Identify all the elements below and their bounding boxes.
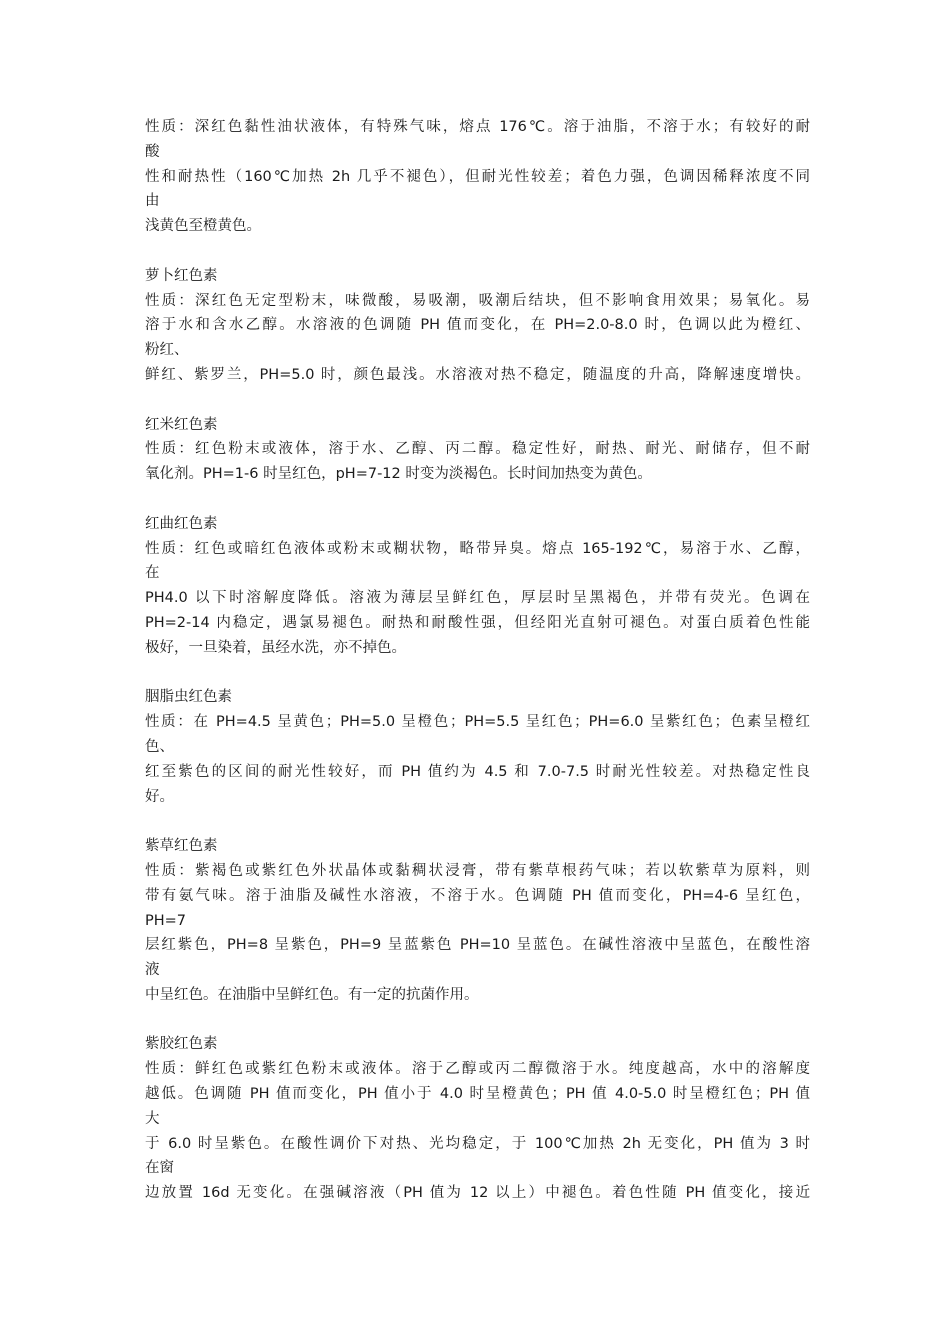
paragraph-line: 性质：红色粉末或液体，溶于水、乙醇、丙二醇。稳定性好，耐热、耐光、耐储存，但不耐 <box>145 441 810 458</box>
section-monascus-red <box>145 512 810 661</box>
paragraph-line: 由 <box>145 193 160 210</box>
section-gap <box>145 239 810 264</box>
document-page <box>145 115 810 1206</box>
section-heading: 红曲红色素 <box>145 515 218 532</box>
paragraph-line: 大 <box>145 1110 160 1127</box>
section-heading: 紫胶红色素 <box>145 1036 218 1053</box>
paragraph-line: 边放置 16d 无变化。在强碱溶液（PH 值为 12 以上）中褪色。着色性随 PH 值变化，接近 <box>145 1185 810 1202</box>
section-cochineal-red <box>145 685 810 809</box>
section-heading: 红米红色素 <box>145 416 218 433</box>
paragraph-line: 性质：在 PH=4.5 呈黄色；PH=5.0 呈橙色；PH=5.5 呈红色；PH=6.0 呈紫红色；色素呈橙红 <box>145 714 810 731</box>
paragraph-line: 中呈红色。在油脂中呈鲜红色。有一定的抗菌作用。 <box>145 986 479 1003</box>
paragraph-line: 粉红、 <box>145 342 189 359</box>
section-gap <box>145 661 810 686</box>
section-heading: 胭脂虫红色素 <box>145 689 232 706</box>
section-gromwell-red <box>145 834 810 1008</box>
section-intro <box>145 115 810 239</box>
paragraph-line: 液 <box>145 962 160 979</box>
paragraph-line: 性质：鲜红色或紫红色粉末或液体。溶于乙醇或丙二醇微溶于水。纯度越高，水中的溶解度 <box>145 1061 810 1078</box>
paragraph-line: 性质：深红色黏性油状液体，有特殊气味，熔点 176℃。溶于油脂，不溶于水；有较好的耐 <box>145 119 810 135</box>
paragraph-line: 氧化剂。PH=1-6 时呈红色，pH=7-12 时变为淡褐色。长时间加热变为黄色。 <box>145 466 652 483</box>
paragraph-line: 溶于水和含水乙醇。水溶液的色调随 PH 值而变化，在 PH=2.0-8.0 时，色调以此为橙红、 <box>145 317 810 334</box>
section-gap <box>145 388 810 413</box>
paragraph-line: 鲜红、紫罗兰，PH=5.0 时，颜色最浅。水溶液对热不稳定，随温度的升高，降解速度增快。 <box>145 366 810 383</box>
paragraph-line: 性和耐热性（160℃加热 2h 几乎不褪色），但耐光性较差；着色力强，色调因稀释浓度不同 <box>145 168 810 185</box>
paragraph-line: 性质：紫褐色或紫红色外状晶体或黏稠状浸膏，带有紫草根药气味；若以软紫草为原料，则 <box>145 862 810 879</box>
paragraph-line: 在 <box>145 565 160 582</box>
section-heading: 紫草红色素 <box>145 838 218 855</box>
paragraph-line: 红至紫色的区间的耐光性较好，而 PH 值约为 4.5 和 7.0-7.5 时耐光性较差。对热稳定性良 <box>145 763 810 780</box>
section-gap <box>145 1008 810 1033</box>
section-radish-red <box>145 264 810 388</box>
paragraph-line: 层红紫色，PH=8 呈紫色，PH=9 呈蓝紫色 PH=10 呈蓝色。在碱性溶液中呈蓝色，在酸性溶 <box>145 937 810 954</box>
paragraph-line: 越低。色调随 PH 值而变化，PH 值小于 4.0 时呈橙黄色；PH 值 4.0-5.0 时呈橙红色；PH 值 <box>145 1086 810 1103</box>
paragraph-line: 色、 <box>145 738 174 755</box>
paragraph-line: 好。 <box>145 788 174 805</box>
paragraph-line: 性质：深红色无定型粉末，味微酸，易吸潮，吸潮后结块，但不影响食用效果；易氧化。易 <box>145 292 810 309</box>
paragraph-line: 性质：红色或暗红色液体或粉末或糊状物，略带异臭。熔点 165-192℃，易溶于水、乙醇， <box>145 540 810 557</box>
section-gap <box>145 487 810 512</box>
paragraph-line: PH4.0 以下时溶解度降低。溶液为薄层呈鲜红色，厚层时呈黑褐色，并带有荧光。色调在 <box>145 590 810 607</box>
paragraph-line: 极好，一旦染着，虽经水洗，亦不掉色。 <box>145 639 406 656</box>
section-heading: 萝卜红色素 <box>145 267 218 284</box>
paragraph-line: 在窗 <box>145 1160 174 1177</box>
paragraph-line: 带有氨气味。溶于油脂及碱性水溶液，不溶于水。色调随 PH 值而变化，PH=4-6 呈红色， <box>145 887 810 904</box>
paragraph-line: PH=7 <box>145 912 187 929</box>
paragraph-line: 浅黄色至橙黄色。 <box>145 218 261 235</box>
paragraph-line: 酸 <box>145 143 160 160</box>
section-gap <box>145 809 810 834</box>
paragraph-line: PH=2-14 内稳定，遇氯易褪色。耐热和耐酸性强，但经阳光直射可褪色。对蛋白质着色性能 <box>145 614 810 631</box>
section-red-rice-red <box>145 413 810 487</box>
section-lac-red <box>145 1032 810 1206</box>
paragraph-line: 于 6.0 时呈紫色。在酸性调价下对热、光均稳定，于 100℃加热 2h 无变化，PH 值为 3 时 <box>145 1135 810 1152</box>
